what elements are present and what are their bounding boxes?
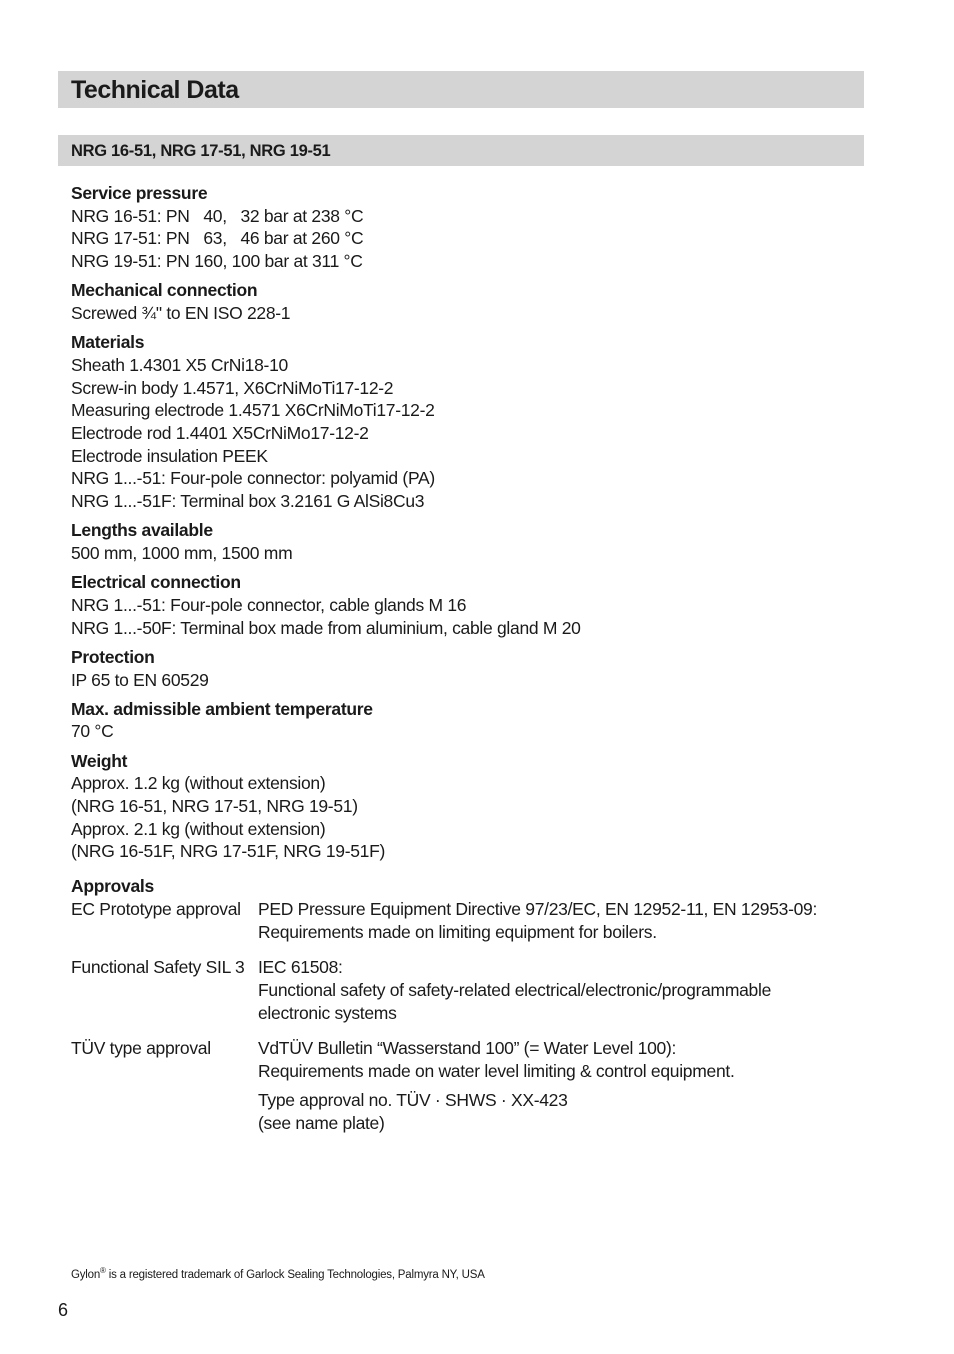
spec-line: NRG 19-51: PN 160, 100 bar at 311 °C bbox=[71, 251, 363, 272]
approval-paragraph bbox=[258, 1089, 851, 1134]
approval-paragraph bbox=[258, 1037, 851, 1082]
spec-line: Electrode insulation PEEK bbox=[71, 445, 268, 466]
section-title-bar bbox=[58, 135, 864, 166]
spec-line: NRG 17-51: PN 63, 46 bar at 260 °C bbox=[71, 228, 364, 249]
spec-heading: Service pressure bbox=[71, 183, 208, 203]
approval-label: TÜV type approval bbox=[71, 1038, 211, 1059]
spec-line: Sheath 1.4301 X5 CrNi18-10 bbox=[71, 354, 288, 375]
technical-data-content bbox=[71, 182, 851, 1147]
spec-line: IP 65 to EN 60529 bbox=[71, 669, 209, 690]
approval-label: EC Prototype approval bbox=[71, 898, 241, 919]
page-number: 6 bbox=[58, 1300, 69, 1320]
approval-row bbox=[71, 1037, 851, 1140]
approval-line: (see name plate) bbox=[258, 1112, 385, 1133]
spec-heading: Electrical connection bbox=[71, 572, 241, 593]
spec-line: NRG 1...-50F: Terminal box made from aluminium, cable gland M 20 bbox=[71, 617, 581, 638]
spec-block bbox=[71, 698, 851, 743]
approval-line: IEC 61508: bbox=[258, 957, 343, 978]
spec-line: Screwed ¾" to EN ISO 228-1 bbox=[71, 303, 291, 324]
approval-description bbox=[258, 898, 851, 949]
trademark-footnote bbox=[71, 1263, 485, 1283]
approval-line: PED Pressure Equipment Directive 97/23/EC, EN 12952-11, EN 12953-09: bbox=[258, 898, 818, 919]
registered-mark: ® bbox=[100, 1266, 106, 1275]
approvals-heading: Approvals bbox=[71, 876, 154, 897]
spec-heading: Protection bbox=[71, 646, 155, 667]
spec-block bbox=[71, 279, 851, 324]
approval-row bbox=[71, 898, 851, 949]
approvals-table bbox=[71, 898, 851, 1140]
approval-row bbox=[71, 956, 851, 1030]
approval-line: Requirements made on water level limiting & control equipment. bbox=[258, 1061, 735, 1082]
footnote-brand: Gylon bbox=[71, 1268, 101, 1281]
spec-line: NRG 16-51: PN 40, 32 bar at 238 °C bbox=[71, 205, 364, 226]
approval-line: Requirements made on limiting equipment for boilers. bbox=[258, 921, 657, 942]
approval-paragraph bbox=[258, 956, 851, 1024]
spec-line: Approx. 1.2 kg (without extension) bbox=[71, 773, 326, 794]
spec-line: NRG 1...-51F: Terminal box 3.2161 G AlSi8Cu3 bbox=[71, 491, 425, 512]
spec-block bbox=[71, 571, 851, 639]
spec-line: 500 mm, 1000 mm, 1500 mm bbox=[71, 543, 293, 564]
footnote-text: is a registered trademark of Garlock Sealing Technologies, Palmyra NY, USA bbox=[105, 1268, 485, 1281]
approval-label: Functional Safety SIL 3 bbox=[71, 957, 245, 978]
approval-line: electronic systems bbox=[258, 1002, 397, 1023]
spec-line: Measuring electrode 1.4571 X6CrNiMoTi17-12-2 bbox=[71, 400, 435, 421]
spec-block bbox=[71, 519, 851, 564]
spec-heading: Weight bbox=[71, 750, 128, 771]
approval-description bbox=[258, 956, 851, 1030]
approval-line: VdTÜV Bulletin “Wasserstand 100” (= Water Level 100): bbox=[258, 1038, 677, 1059]
spec-line: NRG 1...-51: Four-pole connector, cable glands M 16 bbox=[71, 594, 467, 615]
spec-line: Approx. 2.1 kg (without extension) bbox=[71, 818, 326, 839]
spec-heading: Lengths available bbox=[71, 520, 213, 541]
approval-paragraph bbox=[258, 898, 851, 943]
spec-block bbox=[71, 331, 851, 513]
spec-line: 70 °C bbox=[71, 721, 114, 742]
page-title: Technical Data bbox=[71, 76, 239, 104]
spec-heading: Mechanical connection bbox=[71, 280, 258, 301]
spec-heading: Max. admissible ambient temperature bbox=[71, 698, 373, 719]
approval-description bbox=[258, 1037, 851, 1140]
approvals-section bbox=[71, 875, 851, 1140]
spec-line: Electrode rod 1.4401 X5CrNiMo17-12-2 bbox=[71, 423, 369, 444]
page-title-bar bbox=[58, 71, 864, 108]
spec-block bbox=[71, 182, 851, 273]
approval-line: Functional safety of safety-related electrical/electronic/programmable bbox=[258, 980, 771, 1000]
approval-line: Type approval no. TÜV · SHWS · XX-423 bbox=[258, 1089, 568, 1110]
spec-block bbox=[71, 646, 851, 691]
spec-line: NRG 1...-51: Four-pole connector: polyamid (PA) bbox=[71, 468, 435, 489]
spec-line: (NRG 16-51F, NRG 17-51F, NRG 19-51F) bbox=[71, 841, 386, 862]
spec-line: (NRG 16-51, NRG 17-51, NRG 19-51) bbox=[71, 796, 358, 817]
spec-blocks bbox=[71, 182, 851, 863]
section-title: NRG 16-51, NRG 17-51, NRG 19-51 bbox=[71, 142, 331, 160]
spec-heading: Materials bbox=[71, 332, 145, 353]
spec-line: Screw-in body 1.4571, X6CrNiMoTi17-12-2 bbox=[71, 377, 394, 398]
spec-block bbox=[71, 750, 851, 864]
